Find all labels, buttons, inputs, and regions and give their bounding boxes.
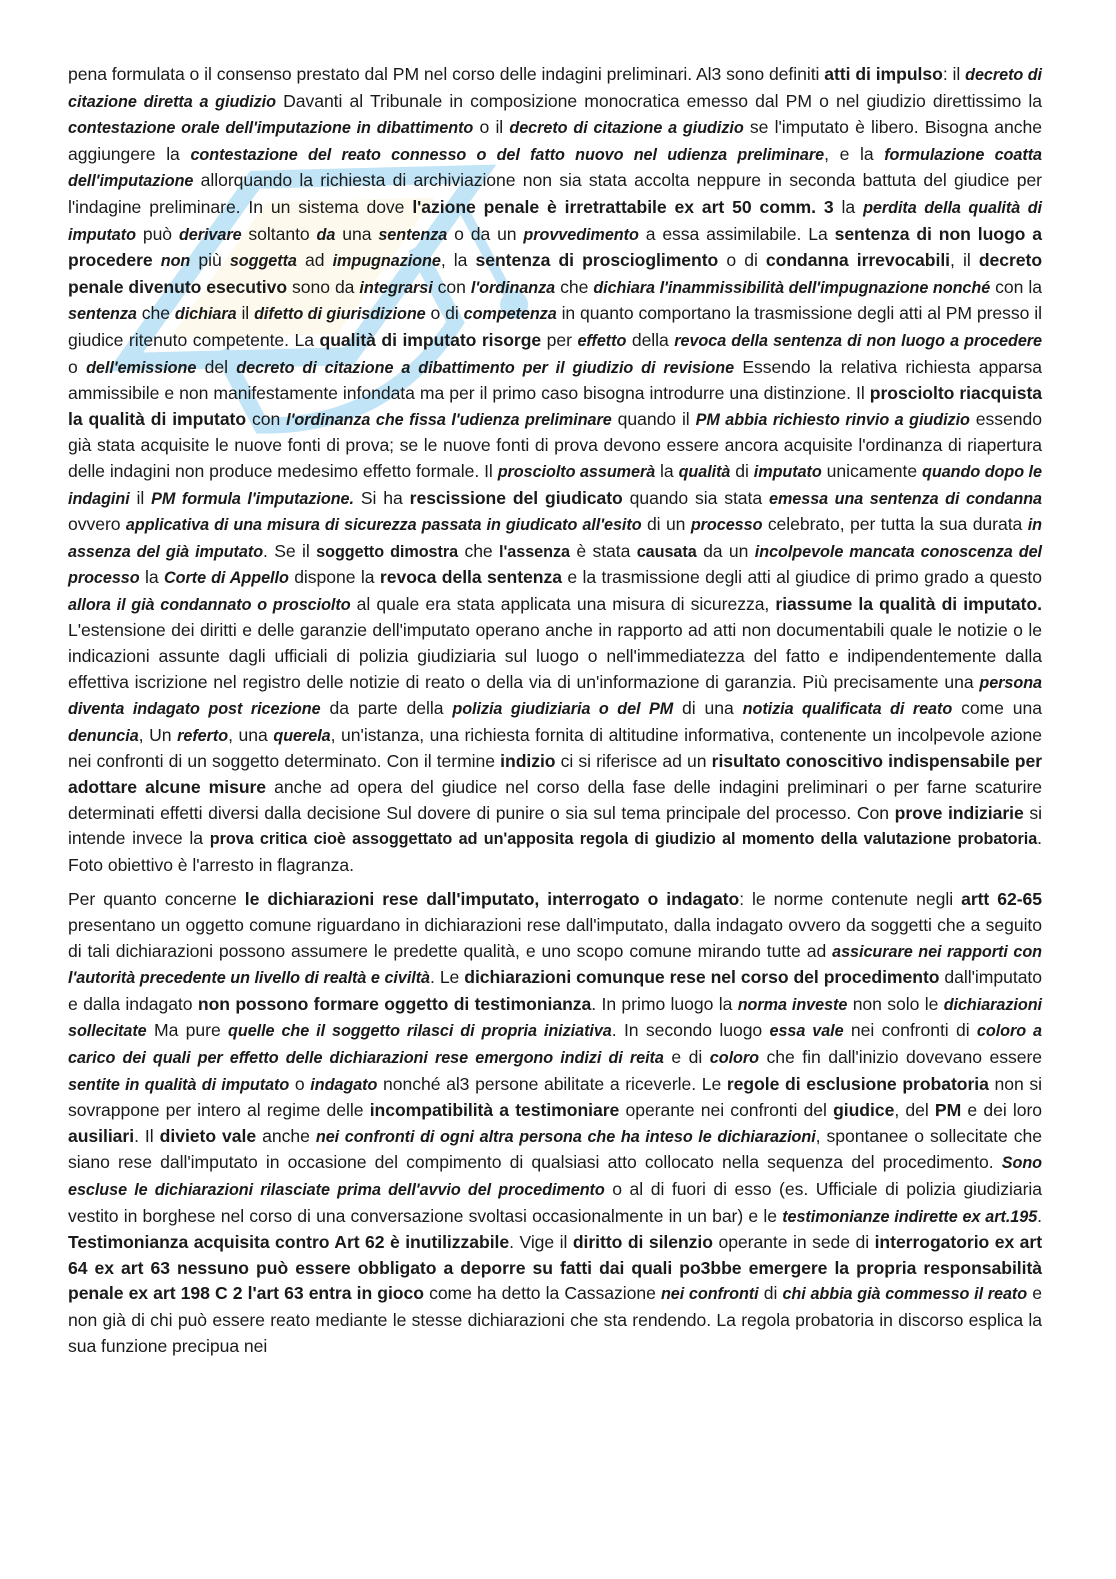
emphasis-run: impugnazione [332, 252, 441, 271]
text-run: : il [942, 64, 966, 84]
emphasis-run: processo [690, 516, 763, 535]
emphasis-run: riassume la qualità di imputato. [775, 593, 1042, 614]
emphasis-run: decreto di citazione a dibattimento per il giudizio di revisione [236, 358, 735, 377]
emphasis-run: testimonianze indirette ex art.195 [782, 1207, 1038, 1226]
text-run: o di [425, 303, 464, 324]
text-run: la [139, 567, 165, 588]
emphasis-run: coloro [709, 1048, 759, 1067]
emphasis-run: l'assenza [499, 542, 570, 561]
emphasis-run: contestazione del reato connesso o del fatto nuovo nel udienza preliminare [190, 145, 825, 164]
emphasis-run: PM [934, 1100, 962, 1121]
text-run: . In secondo luogo [611, 1020, 770, 1041]
text-run: più [190, 250, 230, 271]
text-run: allorquando la richiesta di archiviazione non sia stata accolta neppure in seconda battuta del giudice per l'indagine preliminare. In un sistema dove [68, 170, 1042, 217]
text-run: che [136, 303, 175, 324]
text-run: di una [673, 698, 743, 719]
emphasis-run: non [160, 252, 191, 271]
text-run: nonché al3 persone abilitate a riceverle. Le [377, 1073, 727, 1094]
emphasis-run: notizia qualificata di reato [742, 700, 953, 719]
text-run: dall'imputato e dalla indagato [68, 967, 1042, 1014]
text-run: il [129, 487, 152, 508]
emphasis-run: in assenza del già imputato [68, 516, 1042, 561]
emphasis-run: imputato [753, 462, 822, 481]
emphasis-run: prosciolto assumerà [497, 462, 656, 481]
text-run: da un [696, 540, 755, 561]
text-run: ci si riferisce ad un [555, 751, 712, 772]
text-run: . Il [134, 1125, 160, 1146]
text-run: a essa assimilabile. La [638, 223, 835, 244]
emphasis-run: qualità [678, 462, 731, 481]
emphasis-run: da [316, 225, 336, 244]
emphasis-run: quando dopo le indagini [68, 462, 1042, 508]
emphasis-run: indagato [310, 1075, 378, 1094]
emphasis-run: condanna irrevocabili [765, 250, 951, 271]
text-run: sono da [287, 276, 360, 297]
emphasis-run: revoca della sentenza [379, 567, 562, 588]
emphasis-run: effetto [577, 331, 627, 350]
emphasis-run: nei confronti [660, 1285, 759, 1304]
text-run: con [432, 276, 471, 297]
emphasis-run: nei confronti di ogni altra persona che ha inteso le dichiarazioni [315, 1127, 816, 1146]
emphasis-run: Sono escluse le dichiarazioni rilasciate prima dell'avvio del procedimento [68, 1154, 1042, 1199]
text-run: , la [440, 250, 476, 271]
emphasis-run: prosciolto riacquista la qualità di imputato [68, 383, 1042, 429]
emphasis-run: rescissione del giudicato [409, 487, 623, 508]
emphasis-run: essa vale [769, 1022, 844, 1041]
text-run: . In primo luogo la [591, 993, 738, 1014]
text-run: con la [990, 276, 1042, 297]
text-run: o [289, 1073, 311, 1094]
text-run: quando sia stata [622, 487, 770, 508]
text-run: in quanto comportano la trasmissione degli atti al PM presso il giudice ritenuto competente. La [68, 303, 1042, 350]
emphasis-run: ausiliari [68, 1125, 135, 1146]
text-run: del [196, 356, 237, 377]
text-run: , una [228, 724, 274, 745]
paragraph-1 [68, 62, 1042, 878]
emphasis-run: diritto di silenzio [572, 1232, 713, 1253]
emphasis-run: perdita della qualità di imputato [68, 198, 1042, 244]
text-run: Davanti al Tribunale in composizione monocratica emesso dal PM o nel giudizio direttissimo la [275, 90, 1042, 111]
emphasis-run: competenza [463, 305, 557, 324]
text-run: di [758, 1283, 783, 1304]
text-run: come una [952, 698, 1042, 719]
text-run: : le norme contenute negli [739, 889, 962, 910]
emphasis-run: dell'emissione [86, 358, 197, 377]
emphasis-run: divieto vale [159, 1125, 257, 1146]
text-run: , Un [138, 724, 178, 745]
emphasis-run: sentenza [68, 305, 137, 324]
emphasis-run: applicativa di una misura di sicurezza passata in giudicato all'esito [125, 516, 642, 535]
text-run: che [458, 540, 500, 561]
text-run: , un'istanza, una richiesta fornita di altitudine informativa, contenente un incolpevole azione nei confronti di un soggetto determinato. Con il termine [68, 724, 1042, 772]
emphasis-run: decreto di citazione a giudizio [509, 119, 744, 138]
text-run: che [555, 276, 594, 297]
text-run: può [135, 223, 179, 244]
text-run: o al di fuori di esso (es. Ufficiale di polizia giudiziaria vestito in borghese nel corso di una conversazione svoltasi occasionalmente in un bar) e le [68, 1178, 1042, 1226]
text-run: o da un [447, 223, 524, 244]
document-body [68, 62, 1042, 1368]
text-run: da parte della [320, 698, 453, 719]
text-run: Si ha [353, 487, 410, 508]
text-run: pena formulata o il consenso prestato dal PM nel corso delle indagini preliminari. Al3 sono definiti [68, 64, 825, 84]
text-run: unicamente [821, 460, 923, 481]
text-run: se l'imputato è libero. Bisogna anche aggiungere la [68, 117, 1042, 164]
emphasis-run: difetto di giurisdizione [254, 305, 426, 324]
emphasis-run: contestazione orale dell'imputazione in dibattimento [68, 119, 474, 138]
text-run: L'estensione dei diritti e delle garanzie dell'imputato operano anche in rapporto ad atti non documentabili quale le notizie o le indicazioni assunte dagli ufficiali di polizia giudiziaria sul luogo o nell'immediatezza del fatto e indipendentemente dalla effettiva iscrizione nel registro delle notizie di reato o della via di un'informazione di garanzia. Più precisamente una [68, 620, 1042, 692]
emphasis-run: dichiara [174, 305, 237, 324]
paragraph-2 [68, 887, 1042, 1359]
emphasis-run: sentenza di proscioglimento [475, 250, 719, 271]
emphasis-run: qualità di imputato risorge [319, 329, 542, 350]
emphasis-run: derivare [178, 225, 242, 244]
emphasis-run: decreto di citazione diretta a giudizio [68, 66, 1043, 111]
emphasis-run: Corte di Appello [164, 569, 289, 588]
emphasis-run: norma investe [737, 995, 848, 1014]
emphasis-run: l'ordinanza che fissa l'udienza preliminare [286, 410, 612, 429]
text-run: operante in sede di [712, 1232, 875, 1253]
text-run: , spontanee o sollecitate che siano rese dall'imputato in occasione del compimento di qualsiasi atto collocato nella sequenza del procedimento. [68, 1125, 1042, 1173]
emphasis-run: coloro a carico dei quali per effetto delle dichiarazioni rese emergono indizi di reita [68, 1022, 1042, 1067]
emphasis-run: sentite in qualità di imputato [68, 1075, 290, 1094]
emphasis-run: chi abbia già commesso il reato [782, 1285, 1028, 1304]
text-run: e dei loro [961, 1100, 1043, 1121]
text-run: anche [256, 1125, 316, 1146]
text-run: non solo le [847, 993, 944, 1014]
text-run: la [833, 196, 864, 217]
text-run: Per quanto concerne [68, 889, 245, 910]
text-run: o il [473, 117, 510, 138]
emphasis-run: l'ordinanza [470, 278, 556, 297]
text-run: . Vige il [509, 1232, 573, 1253]
emphasis-run: incompatibilità a testimoniare [369, 1100, 620, 1121]
emphasis-run: quelle che il soggetto rilasci di propria iniziativa [228, 1022, 612, 1041]
emphasis-run: emessa una sentenza di condanna [769, 489, 1042, 508]
text-run: che fin dall'inizio dovevano essere [758, 1046, 1042, 1067]
text-run: . Foto obiettivo è l'arresto in flagranza. [68, 828, 1042, 875]
emphasis-run: risultato conoscitivo indispensabile per adottare alcune misure [68, 751, 1042, 798]
text-run: ad [296, 250, 333, 271]
emphasis-run: dichiarazioni sollecitate [68, 995, 1042, 1041]
emphasis-run: prove indiziarie [894, 802, 1024, 823]
emphasis-run: sentenza [378, 225, 448, 244]
emphasis-run: Testimonianza acquisita contro Art 62 è inutilizzabile [68, 1232, 510, 1253]
emphasis-run: polizia giudiziaria o del PM [452, 700, 674, 719]
text-run: quando il [611, 408, 696, 429]
text-run: della [626, 329, 675, 350]
emphasis-run: sentenza di non luogo a procedere [68, 223, 1042, 271]
text-run: è stata [569, 540, 637, 561]
text-run: ovvero [68, 514, 126, 535]
text-run: si intende invece la [68, 802, 1042, 849]
emphasis-run: prova critica cioè assoggettato ad un'apposita regola di giudizio al momento della valutazione probatoria [209, 830, 1038, 849]
text-run: la [655, 460, 679, 481]
text-run: . [1037, 1205, 1042, 1226]
text-run: nei confronti di [843, 1020, 977, 1041]
emphasis-run: revoca della sentenza di non luogo a procedere [674, 331, 1042, 350]
emphasis-run: soggetto dimostra [316, 542, 459, 561]
text-run: con [246, 408, 287, 429]
emphasis-run: incolpevole mancata conoscenza del processo [68, 542, 1042, 588]
emphasis-run: formulazione coatta dell'imputazione [68, 145, 1042, 191]
text-run: e la trasmissione degli atti al giudice di primo grado a questo [561, 567, 1042, 588]
emphasis-run: atti di impulso [824, 64, 943, 84]
text-run: anche ad opera del giudice nel corso della fase delle indagini preliminari o per farne scaturire determinati effetti diversi dalla decisione Sul dovere di punire o sia sul tema principale del processo. Con [68, 777, 1042, 823]
emphasis-run: soggetta [229, 252, 297, 271]
text-run: il [236, 303, 255, 324]
emphasis-run: artt 62-65 [961, 889, 1042, 910]
text-run: . Le [430, 967, 465, 988]
emphasis-run: giudice [833, 1100, 895, 1121]
text-run: non si sovrappone per intero al regime delle [68, 1073, 1042, 1121]
text-run: di [730, 460, 754, 481]
emphasis-run: referto [177, 726, 229, 745]
emphasis-run: regole di esclusione probatoria [726, 1073, 989, 1094]
emphasis-run: dichiara l'inammissibilità dell'impugnazione nonché [593, 278, 991, 297]
text-run: soltanto [241, 223, 317, 244]
text-run: di un [641, 514, 691, 535]
emphasis-run: querela [273, 726, 331, 745]
text-run: una [335, 223, 379, 244]
emphasis-run: PM abbia richiesto rinvio a giudizio [695, 410, 970, 429]
emphasis-run: allora il già condannato o prosciolto [68, 595, 351, 614]
emphasis-run: non possono formare oggetto di testimonianza [197, 993, 592, 1014]
text-run: presentano un oggetto comune riguardano in dichiarazioni rese dall'imputato, dalla indagato ovvero da soggetti che a seguito di tali dichiarazioni possono assumere le predette qualità, e uno scopo comune mirando tutte ad [68, 915, 1042, 961]
text-run: per [541, 329, 578, 350]
text-run: o [68, 356, 87, 377]
text-run: , del [894, 1100, 935, 1121]
text-run [153, 250, 161, 270]
emphasis-run: integrarsi [359, 278, 433, 297]
text-run: operante nei confronti del [619, 1100, 834, 1121]
emphasis-run: provvedimento [523, 225, 639, 244]
emphasis-run: denuncia [68, 726, 139, 745]
text-run: . Se il [263, 540, 317, 561]
emphasis-run: persona diventa indagato post ricezione [68, 673, 1042, 719]
text-run: , il [950, 250, 979, 271]
text-run: e non già di chi può essere reato mediante le stesse dichiarazioni che sta rendendo. La regola probatoria in discorso esplica la sua funzione precipua nei [68, 1283, 1042, 1356]
emphasis-run: le dichiarazioni rese dall'imputato, interrogato o indagato [244, 889, 740, 910]
text-run: e di [663, 1046, 710, 1067]
text-run: come ha detto la Cassazione [423, 1283, 661, 1304]
text-run: essendo già stata acquisite le nuove fonti di prova; se le nuove fonti di prova devono essere ancora acquisite l'ordinanza di riapertura delle indagini non produce medesimo effetto formale. Il [68, 408, 1042, 481]
text-run: celebrato, per tutta la sua durata [762, 514, 1028, 535]
emphasis-run: assicurare nei rapporti con l'autorità precedente un livello di realtà e civiltà [68, 942, 1042, 988]
text-run: Essendo la relativa richiesta apparsa ammissibile e non manifestamente infondata ma per il primo caso bisogna introdurre una distinzione. Il [68, 356, 1043, 404]
text-run: , e la [824, 143, 885, 164]
emphasis-run: causata [636, 542, 697, 561]
text-run: Ma pure [146, 1020, 229, 1041]
emphasis-run: PM formula l'imputazione. [151, 489, 354, 508]
emphasis-run: indizio [500, 751, 556, 772]
text-run: o di [718, 250, 766, 271]
emphasis-run: decreto penale divenuto esecutivo [68, 250, 1043, 297]
emphasis-run: l'azione penale è irretrattabile ex art 50 comm. 3 [412, 196, 834, 217]
emphasis-run: dichiarazioni comunque rese nel corso del procedimento [464, 967, 940, 988]
text-run: al quale era stata applicata una misura di sicurezza, [350, 593, 776, 614]
text-run: dispone la [288, 567, 380, 588]
emphasis-run: interrogatorio ex art 64 ex art 63 nessuno può essere obbligato a deporre su fatti dai quali po3bbe emergere la propria responsabilità penale ex art 198 C 2 l'art 63 entra in gioco [68, 1232, 1043, 1304]
